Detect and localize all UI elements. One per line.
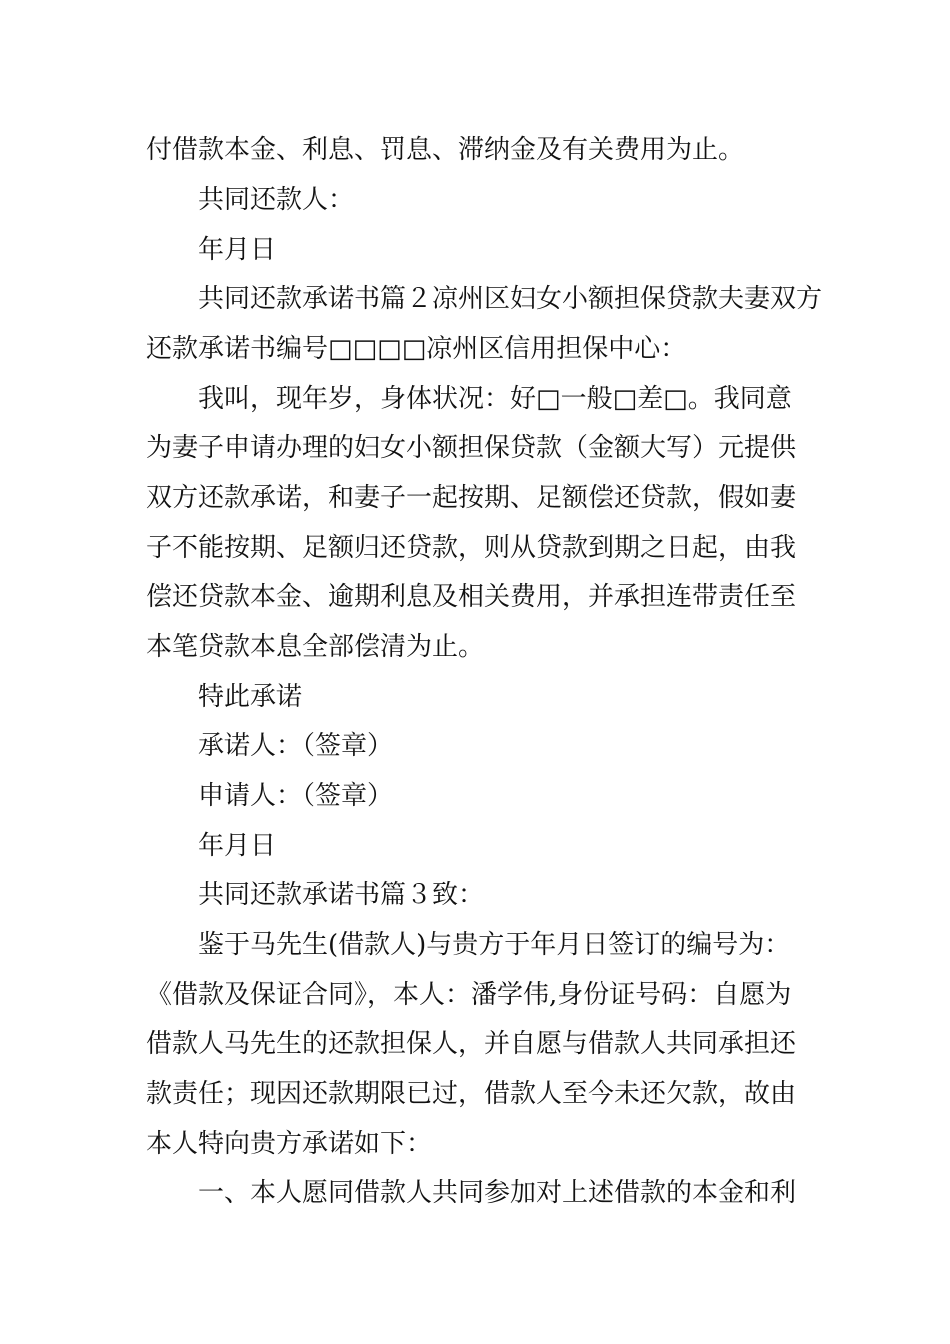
- text-line: 特此承诺: [198, 682, 303, 712]
- text-line: 共同还款人：: [198, 185, 355, 215]
- text-line: 承诺人：（签章）: [198, 731, 394, 761]
- text-line: 鉴于马先生(借款人)与贵方于年月日签订的编号为：: [198, 930, 791, 960]
- text-line: 一、本人愿同借款人共同参加对上述借款的本金和利: [198, 1178, 797, 1208]
- text-line: 《借款及保证合同》，本人：潘学伟,身份证号码：自愿为: [146, 980, 792, 1010]
- text-line: 本人特向贵方承诺如下：: [146, 1129, 433, 1159]
- text-line: 偿还贷款本金、逾期利息及相关费用，并承担连带责任至: [146, 582, 797, 612]
- text-line: 还款承诺书编号□□□□凉州区信用担保中心：: [146, 334, 687, 364]
- text-line: 年月日: [198, 831, 277, 861]
- text-line: 共同还款承诺书篇２凉州区妇女小额担保贷款夫妻双方: [198, 284, 823, 314]
- text-line: 款责任；现因还款期限已过，借款人至今未还欠款，故由: [146, 1079, 797, 1109]
- text-line: 申请人：（签章）: [198, 781, 394, 811]
- text-line: 为妻子申请办理的妇女小额担保贷款（金额大写）元提供: [146, 433, 797, 463]
- text-line: 双方还款承诺，和妻子一起按期、足额偿还贷款，假如妻: [146, 483, 797, 513]
- text-line: 付借款本金、利息、罚息、滞纳金及有关费用为止。: [146, 135, 745, 165]
- text-line: 共同还款承诺书篇３致：: [198, 880, 485, 910]
- text-line: 年月日: [198, 235, 277, 265]
- text-line: 本笔贷款本息全部偿清为止。: [146, 632, 485, 662]
- text-line: 我叫，现年岁，身体状况：好□一般□差□。我同意: [198, 384, 792, 414]
- text-line: 子不能按期、足额归还贷款，则从贷款到期之日起，由我: [146, 533, 797, 563]
- text-line: 借款人马先生的还款担保人，并自愿与借款人共同承担还: [146, 1029, 797, 1059]
